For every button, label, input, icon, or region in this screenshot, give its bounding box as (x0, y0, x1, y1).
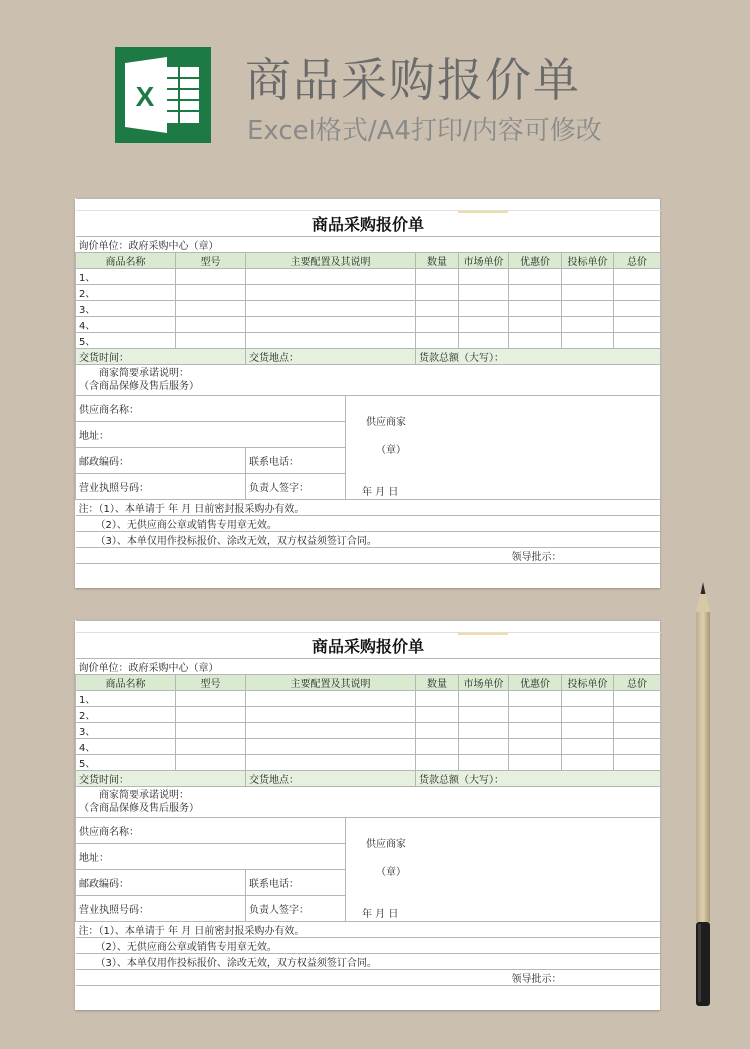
table-row (76, 691, 661, 707)
col-header: 优惠价 (509, 253, 562, 269)
row-label: 3、 (76, 723, 176, 739)
delivery-place[interactable]: 交货地点： (246, 349, 416, 365)
quote-form (75, 198, 661, 564)
col-header: 主要配置及其说明 (246, 675, 416, 691)
table-row (76, 301, 661, 317)
delivery-time[interactable]: 交货时间： (76, 771, 246, 787)
quote-form (75, 620, 661, 986)
quote-sheet-2 (75, 620, 660, 1010)
form-title: 商品采购报价单 (76, 633, 661, 659)
table-row (76, 739, 661, 755)
row-label: 5、 (76, 755, 176, 771)
remark-3: （3）、本单仅用作投标报价、涂改无效，双方权益须签订合同。 (76, 954, 661, 970)
postcode-field[interactable]: 邮政编码： (76, 870, 246, 896)
phone-field[interactable]: 联系电话： (246, 870, 346, 896)
quote-sheet-1 (75, 198, 660, 588)
row-label: 5、 (76, 333, 176, 349)
postcode-field[interactable]: 邮政编码： (76, 448, 246, 474)
col-header: 市场单价 (459, 675, 509, 691)
col-header: 数量 (416, 675, 459, 691)
form-title: 商品采购报价单 (76, 211, 661, 237)
commitment-note[interactable]: 商家简要承诺说明： （含商品保修及售后服务） (76, 365, 661, 396)
col-header: 型号 (176, 675, 246, 691)
supplier-seal-box: 供应商家 （章） 年 月 日 (346, 818, 661, 922)
leader-approval[interactable]: 领导批示： (509, 548, 661, 564)
table-row (76, 707, 661, 723)
license-field[interactable]: 营业执照号码： (76, 474, 246, 500)
remark-1: 注：（1）、本单请于 年 月 日前密封报采购办有效。 (76, 500, 661, 516)
supplier-seal-box: 供应商家 （章） 年 月 日 (346, 396, 661, 500)
row-label: 2、 (76, 707, 176, 723)
col-header: 商品名称 (76, 675, 176, 691)
row-label: 4、 (76, 739, 176, 755)
total-amount[interactable]: 货款总额（大写）： (416, 771, 661, 787)
table-row (76, 269, 661, 285)
col-header: 商品名称 (76, 253, 176, 269)
commitment-note[interactable]: 商家简要承诺说明： （含商品保修及售后服务） (76, 787, 661, 818)
total-amount[interactable]: 货款总额（大写）： (416, 349, 661, 365)
pencil-decoration (692, 582, 714, 1006)
signature-field[interactable]: 负责人签字： (246, 896, 346, 922)
remark-1: 注：（1）、本单请于 年 月 日前密封报采购办有效。 (76, 922, 661, 938)
col-header: 优惠价 (509, 675, 562, 691)
supplier-name-field[interactable]: 供应商名称： (76, 818, 346, 844)
supplier-name-field[interactable]: 供应商名称： (76, 396, 346, 422)
row-label: 1、 (76, 269, 176, 285)
remark-2: （2）、无供应商公章或销售专用章无效。 (76, 516, 661, 532)
remark-3: （3）、本单仅用作投标报价、涂改无效，双方权益须签订合同。 (76, 532, 661, 548)
col-header: 总价 (614, 675, 661, 691)
page-title: 商品采购报价单 (245, 53, 581, 107)
table-row (76, 755, 661, 771)
delivery-place[interactable]: 交货地点： (246, 771, 416, 787)
col-header: 数量 (416, 253, 459, 269)
col-header: 市场单价 (459, 253, 509, 269)
signature-field[interactable]: 负责人签字： (246, 474, 346, 500)
delivery-time[interactable]: 交货时间： (76, 349, 246, 365)
page-subtitle: Excel格式/A4打印/内容可修改 (247, 116, 602, 146)
col-header: 型号 (176, 253, 246, 269)
inquiry-unit: 询价单位：政府采购中心（章） (76, 237, 661, 253)
address-field[interactable]: 地址： (76, 422, 346, 448)
inquiry-unit: 询价单位：政府采购中心（章） (76, 659, 661, 675)
col-header: 主要配置及其说明 (246, 253, 416, 269)
phone-field[interactable]: 联系电话： (246, 448, 346, 474)
table-row (76, 285, 661, 301)
leader-approval[interactable]: 领导批示： (509, 970, 661, 986)
col-header: 投标单价 (562, 253, 614, 269)
license-field[interactable]: 营业执照号码： (76, 896, 246, 922)
table-row (76, 317, 661, 333)
column-header-row (76, 675, 661, 691)
row-label: 2、 (76, 285, 176, 301)
row-label: 1、 (76, 691, 176, 707)
table-row (76, 333, 661, 349)
column-header-row (76, 253, 661, 269)
col-header: 投标单价 (562, 675, 614, 691)
col-header: 总价 (614, 253, 661, 269)
excel-icon (115, 47, 211, 143)
remark-2: （2）、无供应商公章或销售专用章无效。 (76, 938, 661, 954)
row-label: 3、 (76, 301, 176, 317)
address-field[interactable]: 地址： (76, 844, 346, 870)
row-label: 4、 (76, 317, 176, 333)
table-row (76, 723, 661, 739)
excel-icon-letter: X (135, 81, 155, 112)
